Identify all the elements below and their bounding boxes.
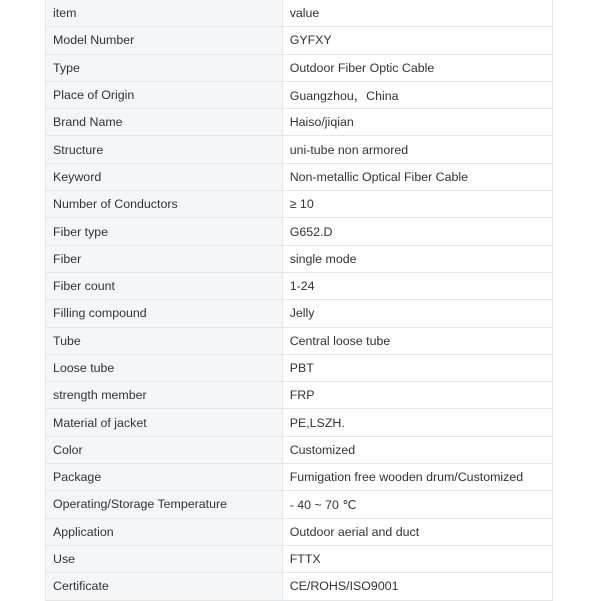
- row-item-cell: Tube: [46, 327, 283, 354]
- table-row: [46, 327, 553, 354]
- table-row: [46, 545, 553, 572]
- row-item-cell: Number of Conductors: [46, 191, 283, 218]
- table-row: [46, 464, 553, 491]
- header-value-cell: value: [282, 0, 552, 27]
- row-item-cell: Keyword: [46, 163, 283, 190]
- row-item-cell: Place of Origin: [46, 81, 283, 108]
- row-value-cell: - 40 ~ 70 ℃: [282, 491, 552, 518]
- table-row: [46, 27, 553, 54]
- row-value-cell: single mode: [282, 245, 552, 272]
- table-row: [46, 436, 553, 463]
- row-value-cell: uni-tube non armored: [282, 136, 552, 163]
- row-value-cell: 1-24: [282, 272, 552, 299]
- row-value-cell: GYFXY: [282, 27, 552, 54]
- table-row: [46, 54, 553, 81]
- row-value-cell: Fumigation free wooden drum/Customized: [282, 464, 552, 491]
- table-row: [46, 109, 553, 136]
- table-row: [46, 382, 553, 409]
- table-row: [46, 573, 553, 600]
- table-row: [46, 163, 553, 190]
- row-value-cell: Outdoor Fiber Optic Cable: [282, 54, 552, 81]
- row-value-cell: FRP: [282, 382, 552, 409]
- table-row: [46, 218, 553, 245]
- row-value-cell: Guangzhou，China: [282, 81, 552, 108]
- row-item-cell: Brand Name: [46, 109, 283, 136]
- row-value-cell: Central loose tube: [282, 327, 552, 354]
- row-value-cell: FTTX: [282, 545, 552, 572]
- row-value-cell: PE,LSZH.: [282, 409, 552, 436]
- row-item-cell: Use: [46, 545, 283, 572]
- table-row: [46, 518, 553, 545]
- row-item-cell: Filling compound: [46, 300, 283, 327]
- row-item-cell: Loose tube: [46, 354, 283, 381]
- table-row: [46, 409, 553, 436]
- row-item-cell: Material of jacket: [46, 409, 283, 436]
- row-value-cell: Customized: [282, 436, 552, 463]
- row-value-cell: Non-metallic Optical Fiber Cable: [282, 163, 552, 190]
- table-row: [46, 354, 553, 381]
- row-item-cell: Color: [46, 436, 283, 463]
- table-row: [46, 272, 553, 299]
- table-row: [46, 81, 553, 108]
- row-value-cell: Outdoor aerial and duct: [282, 518, 552, 545]
- table-row: [46, 491, 553, 518]
- row-value-cell: Haiso/jiqian: [282, 109, 552, 136]
- spec-table-body: [46, 0, 553, 600]
- spec-table: [45, 0, 553, 601]
- row-item-cell: Structure: [46, 136, 283, 163]
- row-item-cell: Application: [46, 518, 283, 545]
- row-item-cell: Model Number: [46, 27, 283, 54]
- row-item-cell: Operating/Storage Temperature: [46, 491, 283, 518]
- row-value-cell: ≥ 10: [282, 191, 552, 218]
- row-item-cell: Package: [46, 464, 283, 491]
- table-row: [46, 300, 553, 327]
- table-row: [46, 245, 553, 272]
- table-row: [46, 191, 553, 218]
- row-item-cell: Fiber type: [46, 218, 283, 245]
- row-value-cell: G652.D: [282, 218, 552, 245]
- table-row: [46, 136, 553, 163]
- row-item-cell: Type: [46, 54, 283, 81]
- row-item-cell: Fiber count: [46, 272, 283, 299]
- row-value-cell: CE/ROHS/ISO9001: [282, 573, 552, 600]
- row-value-cell: Jelly: [282, 300, 552, 327]
- row-item-cell: Certificate: [46, 573, 283, 600]
- table-header-row: [46, 0, 553, 27]
- row-value-cell: PBT: [282, 354, 552, 381]
- header-item-cell: item: [46, 0, 283, 27]
- row-item-cell: strength member: [46, 382, 283, 409]
- row-item-cell: Fiber: [46, 245, 283, 272]
